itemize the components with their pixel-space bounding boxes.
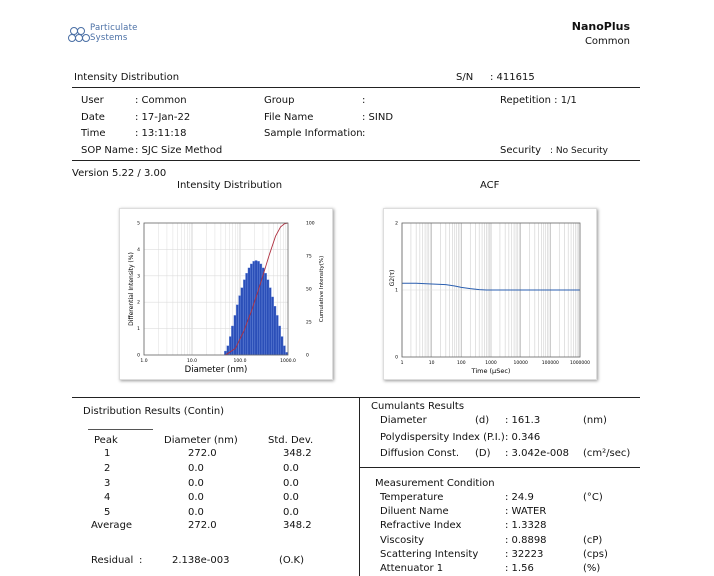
chart1-bar (281, 337, 283, 355)
residual-colon: : (139, 555, 143, 566)
dist-row-diameter: 0.0 (188, 507, 204, 519)
acf-chart-frame (383, 208, 597, 380)
chart2-ytick: 0 (395, 355, 398, 361)
meas-row-value: : 0.8898 (505, 534, 547, 546)
meas-row-label: Attenuator 1 (380, 563, 444, 574)
sop-value: : SJC Size Method (135, 145, 223, 156)
col-std: Std. Dev. (268, 435, 314, 446)
file-label: File Name (264, 112, 314, 123)
meas-row-unit: (cP) (583, 534, 603, 546)
cum-diff-unit: (cm²/sec) (583, 448, 631, 459)
meas-row-unit: (°C) (583, 492, 603, 503)
sop-label: SOP Name (81, 145, 134, 156)
dist-row-std: 0.0 (283, 462, 299, 474)
dist-row-diameter: 272.0 (188, 448, 217, 459)
dist-row-std: 0.0 (283, 477, 299, 489)
meas-row-value: : 32223 (505, 548, 544, 560)
cum-pi-value: : 0.346 (505, 432, 541, 443)
cum-diameter-symbol: (d) (475, 415, 490, 426)
chart1-bar (269, 288, 271, 355)
results-top-rule (72, 397, 640, 398)
logo-text-line2: Systems (90, 33, 128, 43)
meas-row-label: Temperature (380, 492, 444, 503)
dist-row-std: 0.0 (283, 492, 299, 504)
dist-row-std: 0.0 (283, 507, 299, 519)
chart2-ylabel: G2(τ) (389, 269, 396, 287)
acf-chart (384, 209, 596, 379)
chart1-bar (253, 261, 255, 355)
chart2-xtick: 100000 (541, 361, 559, 366)
section-title: Intensity Distribution (74, 72, 180, 83)
chart1-ytick: 4 (137, 247, 140, 253)
repetition: Repetition : 1/1 (500, 95, 577, 106)
chart1-y2tick: 50 (306, 287, 312, 293)
cum-diameter-unit: (nm) (583, 415, 607, 426)
chart1-y2tick: 75 (306, 254, 312, 260)
dist-row-diameter: 0.0 (188, 462, 204, 474)
chart1-bar (243, 280, 245, 355)
meas-row-value: : 24.9 (505, 492, 534, 503)
cum-pi-label: Polydispersity Index (P.I.) (380, 432, 505, 443)
intensity-chart (120, 209, 332, 379)
chart2-xlabel: Time (μSec) (471, 367, 511, 375)
chart1-bar (236, 305, 238, 355)
chart1-y2tick: 0 (306, 353, 309, 359)
date-value: : 17-Jan-22 (135, 112, 191, 123)
meas-row-value: : 1.3328 (505, 520, 547, 532)
chart1-ytick: 0 (137, 353, 140, 359)
meas-row-label: Refractive Index (380, 520, 462, 532)
meas-row-label: Scattering Intensity (380, 548, 479, 560)
chart1-xtick: 10.0 (186, 359, 198, 364)
dist-row-peak: 2 (104, 462, 111, 474)
chart1-y2tick: 25 (306, 320, 312, 326)
chart1-bar (241, 288, 243, 355)
cum-diff-symbol: (D) (475, 448, 491, 459)
dist-row-peak: 4 (104, 492, 111, 504)
average-diameter: 272.0 (188, 520, 217, 531)
chart2-title: ACF (480, 180, 500, 191)
dist-row-diameter: 0.0 (188, 492, 204, 504)
average-std: 348.2 (283, 520, 312, 531)
sn-label: S/N (456, 72, 474, 83)
cum-diff-value: : 3.042e-008 (505, 448, 570, 459)
product-name: NanoPlus (571, 20, 630, 33)
chart1-bar (255, 260, 257, 355)
time-label: Time (81, 128, 106, 139)
chart1-y2label: Cumulative Intensity(%) (319, 255, 325, 323)
security-label: Security (500, 145, 542, 156)
meas-row-value: : 1.56 (505, 563, 534, 574)
chart1-ylabel: Differential Intensity (%) (128, 252, 135, 326)
results-divider (359, 397, 360, 576)
user-label: User (81, 95, 104, 106)
intensity-chart-frame (119, 208, 333, 380)
residual-label: Residual (91, 555, 134, 566)
chart2-xtick: 1 (400, 361, 404, 366)
cum-diameter-label: Diameter (380, 415, 427, 426)
dist-row-peak: 1 (104, 448, 111, 459)
chart1-bar (262, 268, 264, 355)
chart1-bar (274, 306, 276, 355)
chart1-title: Intensity Distribution (177, 180, 283, 191)
info-bottom-rule (72, 160, 640, 161)
chart2-xtick: 10 (428, 361, 435, 366)
header-user: Common (584, 36, 630, 47)
chart2-xtick: 1000 (485, 361, 497, 366)
chart1-bar (276, 315, 278, 355)
measurement-title: Measurement Condition (375, 478, 495, 489)
company-logo (68, 22, 158, 48)
chart2-ytick: 1 (395, 288, 398, 294)
distribution-title: Distribution Results (Contin) (83, 406, 225, 417)
chart1-bar (264, 273, 266, 355)
chart1-bar (260, 264, 262, 355)
chart1-xtick: 1.0 (140, 359, 148, 364)
meas-row-label: Diluent Name (380, 506, 449, 518)
chart1-ytick: 5 (137, 221, 140, 227)
version-text: Version 5.22 / 3.00 (72, 168, 167, 179)
date-label: Date (81, 112, 105, 123)
logo-text-line1: Particulate (90, 23, 138, 33)
chart1-xtick: 100.0 (233, 359, 247, 364)
chart1-bar (267, 280, 269, 355)
chart1-ytick: 1 (137, 327, 140, 333)
chart2-xtick: 100 (457, 361, 466, 366)
average-label: Average (91, 520, 133, 531)
cumulants-title: Cumulants Results (371, 401, 465, 412)
chart1-y2tick: 100 (306, 221, 315, 227)
chart1-bar (283, 346, 285, 355)
dist-row-peak: 5 (104, 507, 111, 519)
col-diameter: Diameter (nm) (164, 435, 238, 446)
chart1-bar (271, 297, 273, 355)
logo-icon (68, 24, 90, 46)
group-label: Group (264, 95, 295, 106)
distribution-title-underline (88, 429, 153, 430)
chart2-xtick: 1000000 (569, 361, 591, 366)
meas-row-label: Viscosity (380, 534, 425, 546)
residual-status: (O.K) (279, 555, 305, 566)
chart1-bar (246, 273, 248, 355)
file-value: : SIND (362, 112, 394, 123)
sn-value: : 411615 (490, 72, 535, 83)
cum-diameter-value: : 161.3 (505, 415, 541, 426)
cum-diff-label: Diffusion Const. (380, 448, 460, 459)
chart1-ytick: 2 (137, 300, 140, 306)
dist-row-std: 348.2 (283, 448, 312, 459)
chart2-ytick: 2 (395, 221, 398, 227)
chart1-xlabel: Diameter (nm) (184, 365, 248, 375)
chart1-xtick: 1000.0 (280, 359, 296, 364)
meas-row-value: : WATER (505, 506, 547, 518)
residual-value: 2.138e-003 (172, 555, 230, 566)
info-top-rule (72, 87, 640, 88)
col-peak: Peak (94, 435, 118, 446)
dist-row-diameter: 0.0 (188, 477, 204, 489)
sample-value: : (362, 128, 366, 139)
chart1-bar (278, 326, 280, 355)
security-value: : No Security (550, 146, 608, 156)
sample-label: Sample Information (264, 128, 363, 139)
chart1-bar (257, 261, 259, 355)
group-value: : (362, 95, 366, 106)
chart2-xtick: 10000 (513, 361, 528, 366)
cumulants-rule (360, 467, 640, 468)
time-value: : 13:11:18 (135, 128, 187, 139)
chart1-bar (239, 296, 241, 355)
meas-row-unit: (cps) (583, 548, 608, 560)
meas-row-unit: (%) (583, 563, 601, 574)
chart1-ytick: 3 (137, 274, 140, 280)
user-value: : Common (135, 95, 187, 106)
dist-row-peak: 3 (104, 477, 111, 489)
chart1-bar (248, 268, 250, 355)
